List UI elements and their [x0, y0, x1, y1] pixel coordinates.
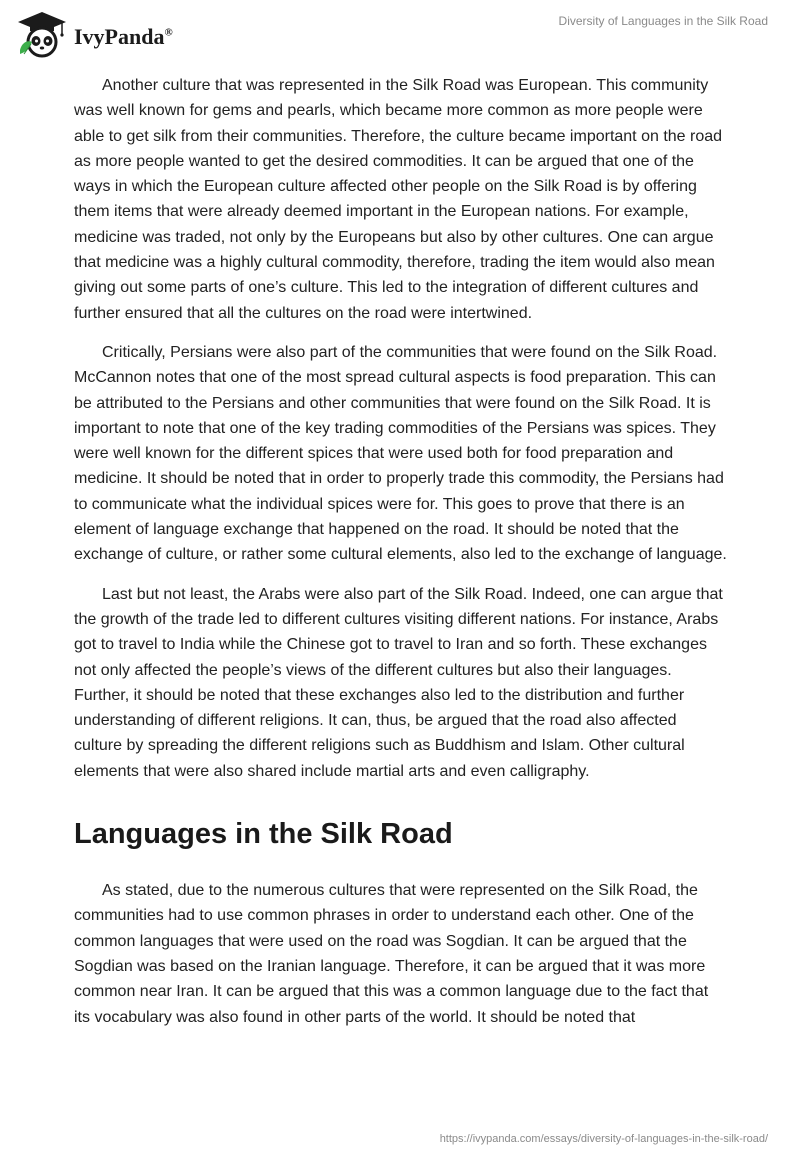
footer-url-link[interactable]: https://ivypanda.com/essays/diversity-of-languages-in-the-silk-road/: [439, 1133, 768, 1145]
paragraph-arab-culture: Last but not least, the Arabs were also part of the Silk Road. Indeed, one can argue that the growth of the trade led to different cultures visiting different nations. For instance, Arabs got to travel to India while the Chinese got to travel to Iran and so forth. These exchanges not only affected the people’s views of the different cultures but also their languages. Further, it should be noted that these exchanges also led to the distribution and further understanding of different religions. It can, thus, be argued that the road also affected culture by spreading the different religions such as Buddhism and Islam. Other cultural elements that were also shared include martial arts and even calligraphy.: [74, 585, 723, 780]
document-title: Diversity of Languages in the Silk Road: [558, 14, 768, 28]
essay-body: [74, 73, 728, 1044]
panda-graduate-icon: [14, 8, 70, 60]
paragraph-persian-culture: Critically, Persians were also part of the communities that were found on the Silk Road. McCannon notes that one of the most spread cultural aspects is food preparation. This can be attributed to the Persians and other communities that were found on the Silk Road. It is important to note that one of the key trading commodities of the Persians was spices. They were well known for the different spices that were used both for food preparation and medicine. It should be noted that in order to properly trade this commodity, the Persians had to communicate what the individual spices were for. This goes to prove that there is an element of language exchange that happened on the road. It should be noted that the exchange of culture, or rather some cultural elements, also led to the exchange of language.: [74, 343, 727, 564]
ivypanda-logo[interactable]: [14, 8, 173, 60]
brand-name: IvyPanda®: [74, 24, 173, 49]
page-header: [0, 0, 800, 70]
registered-mark: ®: [164, 26, 173, 39]
section-heading: Languages in the Silk Road: [74, 818, 453, 851]
paragraph-sogdian-language: As stated, due to the numerous cultures that were represented on the Silk Road, the communities had to use common phrases in order to understand each other. One of the common languages that were used on the road was Sogdian. It can be argued that the Sogdian was based on the Iranian language. Therefore, it can be argued that it was more common near Iran. It can be argued that this was a common language due to the fact that its vocabulary was also found in other parts of the world. It should be noted that: [74, 882, 709, 1026]
paragraph-european-culture: Another culture that was represented in the Silk Road was European. This community was well known for gems and pearls, which became more common as more people were able to get silk from their communities. Therefore, the culture became important on the road as more people wanted to get the desired commodities. It can be argued that one of the ways in which the European culture affected other people on the Silk Road is by offering them items that were already deemed important in the European nations. For example, medicine was traded, not only by the Europeans but also by other cultures. One can argue that medicine was a highly cultural commodity, therefore, trading the item would also mean giving out some parts of one’s culture. This led to the integration of different cultures and further ensured that all the cultures on the road were intertwined.: [74, 77, 723, 322]
